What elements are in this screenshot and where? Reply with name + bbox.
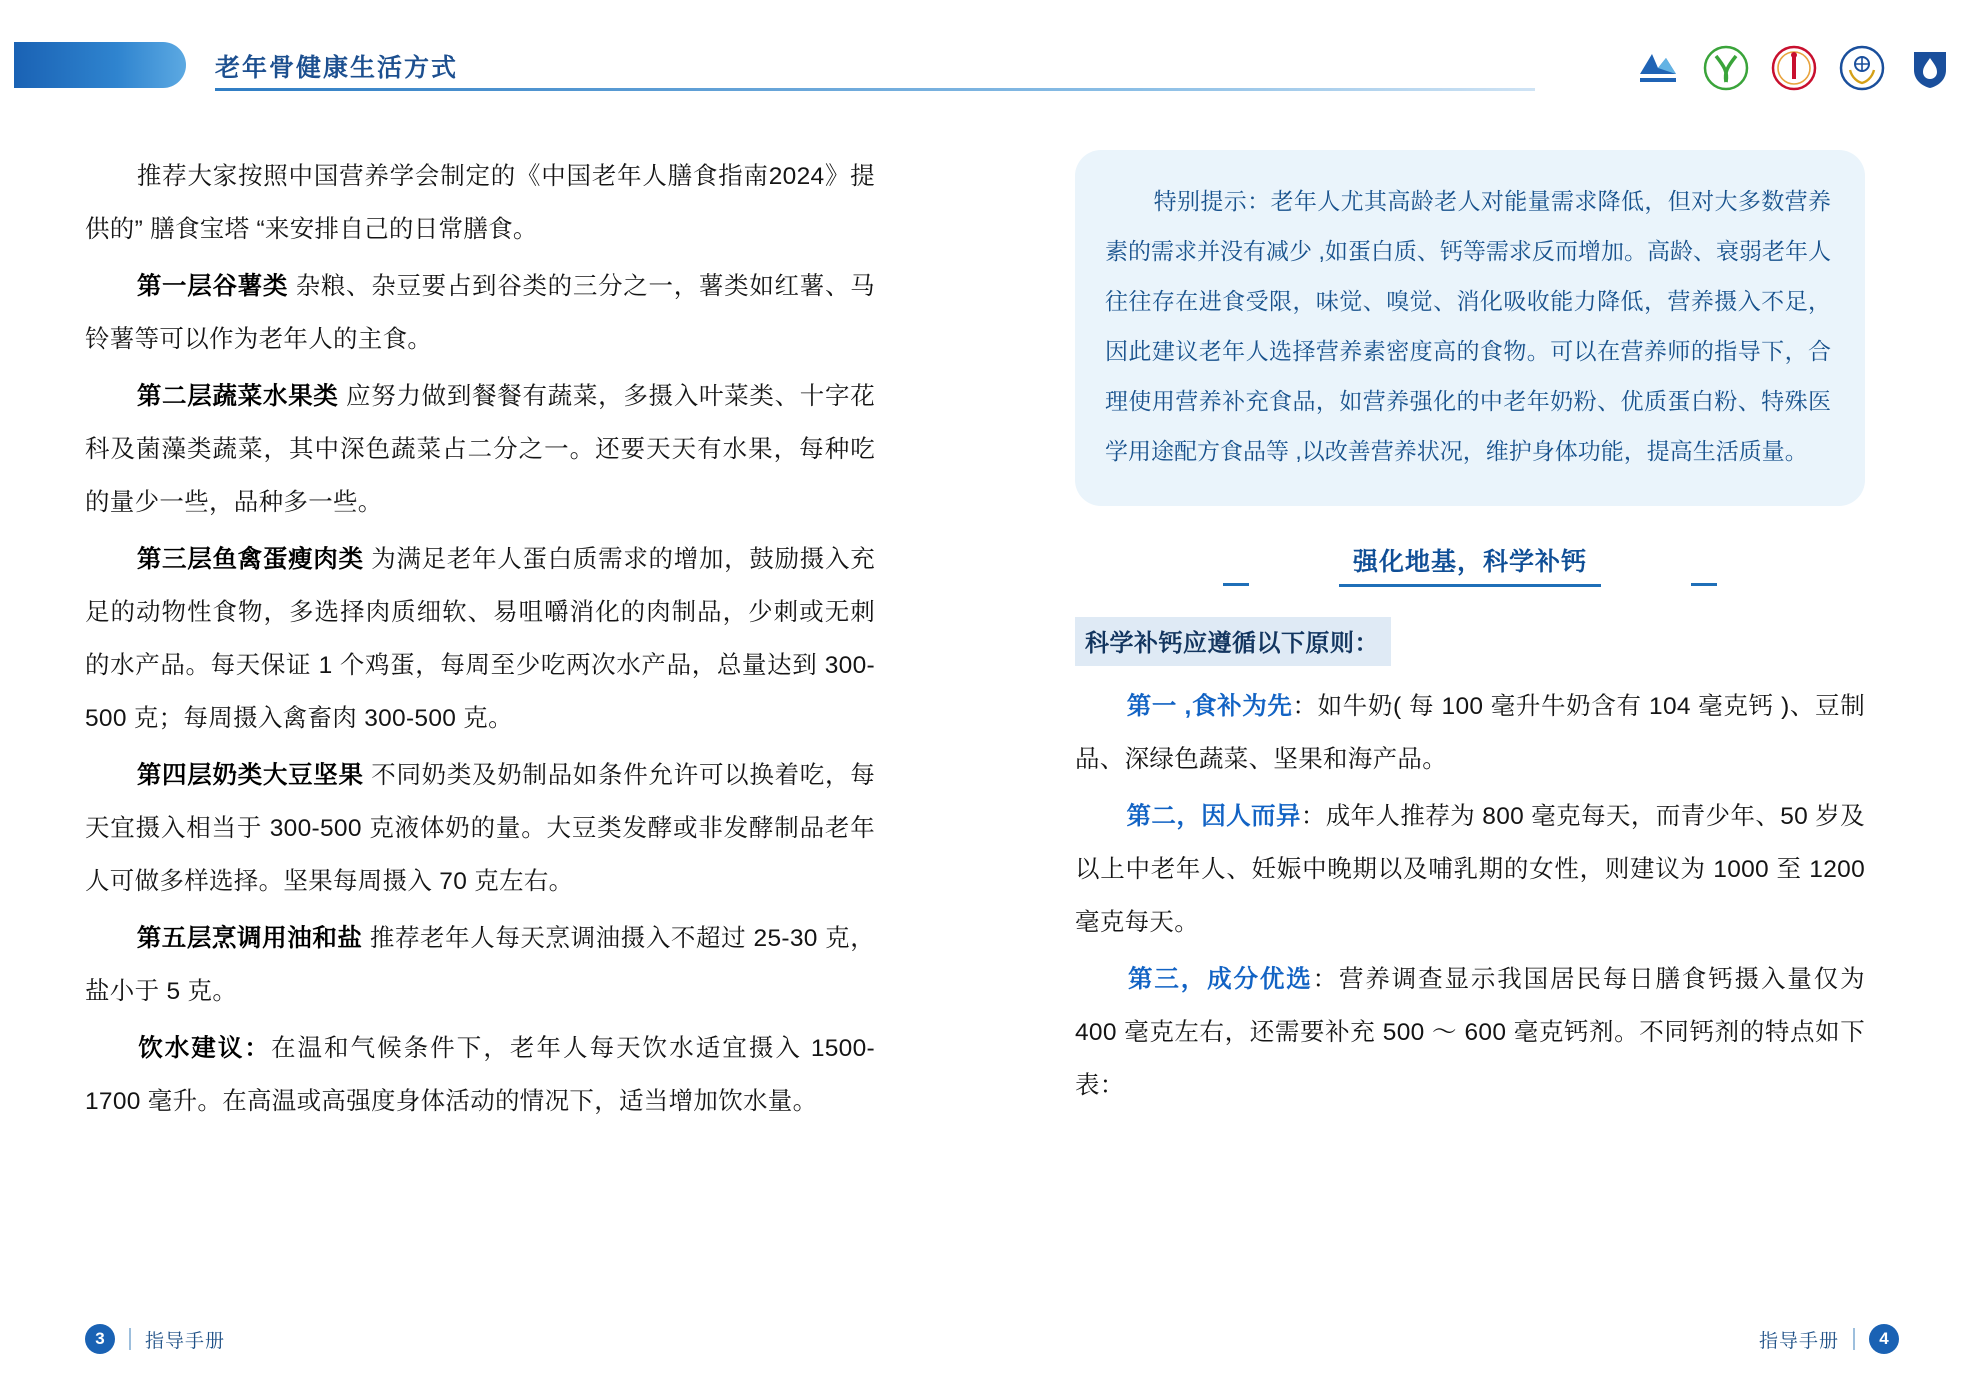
principle-keyword: 第三，成分优选 bbox=[1126, 966, 1313, 993]
footer-label: 指导手册 bbox=[1758, 1330, 1839, 1352]
red-circle-emblem-logo bbox=[1770, 44, 1818, 92]
kepu-zhongguo-logo bbox=[1634, 44, 1682, 92]
paragraph-text: 推荐老年人每天烹调油摄入不超过 25-30 克，盐小于 5 克。 bbox=[85, 925, 875, 1005]
header-accent-tab bbox=[14, 42, 186, 88]
header-logo-group bbox=[1634, 44, 1954, 92]
principle-item-2 bbox=[1075, 790, 1865, 949]
paragraph-text: 杂粮、杂豆要占到谷类的三分之一，薯类如红薯、马铃薯等可以作为老年人的主食。 bbox=[85, 273, 875, 353]
section-heading-wrap bbox=[1075, 542, 1865, 587]
footer-divider bbox=[1853, 1328, 1855, 1350]
principle-keyword: 第一 ,食补为先 bbox=[1126, 693, 1293, 720]
page-number-badge: 3 bbox=[85, 1324, 115, 1354]
paragraph-lead: 第二层蔬菜水果类 bbox=[136, 383, 339, 410]
footer-label: 指导手册 bbox=[145, 1330, 226, 1352]
subheading-wrap bbox=[1075, 617, 1865, 680]
gold-wreath-emblem-logo bbox=[1838, 44, 1886, 92]
section-heading: 强化地基，科学补钙 bbox=[1339, 542, 1601, 587]
paragraph-layer-5 bbox=[85, 912, 875, 1018]
paragraph-lead: 第四层奶类大豆坚果 bbox=[136, 762, 364, 789]
paragraph-layer-1 bbox=[85, 260, 875, 366]
paragraph-text: 为满足老年人蛋白质需求的增加，鼓励摄入充足的动物性食物，多选择肉质细软、易咀嚼消化的肉制品，少刺或无刺的水产品。每天保证 1 个鸡蛋，每周至少吃两次水产品，总量达到 300-500 克；每周摄入禽畜肉 300-500 克。 bbox=[85, 546, 876, 732]
page-number-badge: 4 bbox=[1869, 1324, 1899, 1354]
footer-divider bbox=[129, 1328, 131, 1350]
principle-item-1 bbox=[1075, 680, 1865, 786]
principle-item-3 bbox=[1075, 953, 1865, 1112]
header-divider bbox=[215, 88, 1535, 91]
footer-left bbox=[85, 1324, 225, 1354]
paragraph-layer-4 bbox=[85, 749, 875, 908]
special-tip-box bbox=[1075, 150, 1865, 506]
paragraph-water-advice bbox=[85, 1022, 875, 1128]
blue-shield-logo bbox=[1906, 44, 1954, 92]
paragraph-text: 在温和气候条件下，老年人每天饮水适宜摄入 1500-1700 毫升。在高温或高强度身体活动的情况下，适当增加饮水量。 bbox=[85, 1035, 875, 1115]
paragraph-text: 不同奶类及奶制品如条件允许可以换着吃，每天宜摄入相当于 300-500 克液体奶的量。大豆类发酵或非发酵制品老年人可做多样选择。坚果每周摄入 70 克左右。 bbox=[85, 762, 876, 895]
green-ribbon-logo bbox=[1702, 44, 1750, 92]
paragraph-layer-2 bbox=[85, 370, 875, 529]
page-title: 老年骨健康生活方式 bbox=[215, 54, 459, 82]
subheading: 科学补钙应遵循以下原则： bbox=[1075, 617, 1391, 666]
paragraph-layer-3 bbox=[85, 533, 875, 745]
principle-keyword: 第二，因人而异 bbox=[1126, 803, 1301, 830]
principle-text: ：如牛奶( 每 100 毫升牛奶含有 104 毫克钙 )、豆制品、深绿色蔬菜、坚果和海产品。 bbox=[1075, 693, 1865, 773]
principle-text: ：营养调查显示我国居民每日膳食钙摄入量仅为 400 毫克左右，还需要补充 500 ～ 600 毫克钙剂。不同钙剂的特点如下表： bbox=[1075, 966, 1865, 1099]
special-tip-text: 特别提示：老年人尤其高龄老人对能量需求降低，但对大多数营养素的需求并没有减少 ,如蛋白质、钙等需求反而增加。高龄、衰弱老年人往往存在进食受限，味觉、嗅觉、消化吸收能力降低，营养摄入不足，因此建议老年人选择营养素密度高的食物。可以在营养师的指导下，合理使用营养补充食品，如营养强化的中老年奶粉、优质蛋白粉、特殊医学用途配方食品等 ,以改善营养状况，维护身体功能，提高生活质量。 bbox=[1105, 188, 1831, 464]
paragraph-lead: 饮水建议： bbox=[136, 1035, 271, 1062]
paragraph-text: 推荐大家按照中国营养学会制定的《中国老年人膳食指南2024》提供的” 膳食宝塔 “来安排自己的日常膳食。 bbox=[85, 163, 875, 243]
paragraph-lead: 第一层谷薯类 bbox=[136, 273, 289, 300]
right-column bbox=[1075, 150, 1865, 1116]
left-column bbox=[85, 150, 875, 1132]
footer-right bbox=[1759, 1324, 1899, 1354]
page-header bbox=[0, 0, 1984, 120]
principle-text: ：成年人推荐为 800 毫克每天，而青少年、50 岁及以上中老年人、妊娠中晚期以及哺乳期的女性，则建议为 1000 至 1200 毫克每天。 bbox=[1075, 803, 1865, 936]
paragraph-lead: 第五层烹调用油和盐 bbox=[136, 925, 363, 952]
paragraph-lead: 第三层鱼禽蛋瘦肉类 bbox=[136, 546, 364, 573]
special-tip-text-wrap bbox=[1105, 176, 1831, 476]
paragraph-intro bbox=[85, 150, 875, 256]
paragraph-text: 应努力做到餐餐有蔬菜，多摄入叶菜类、十字花科及菌藻类蔬菜，其中深色蔬菜占二分之一。还要天天有水果，每种吃的量少一些，品种多一些。 bbox=[85, 383, 875, 516]
